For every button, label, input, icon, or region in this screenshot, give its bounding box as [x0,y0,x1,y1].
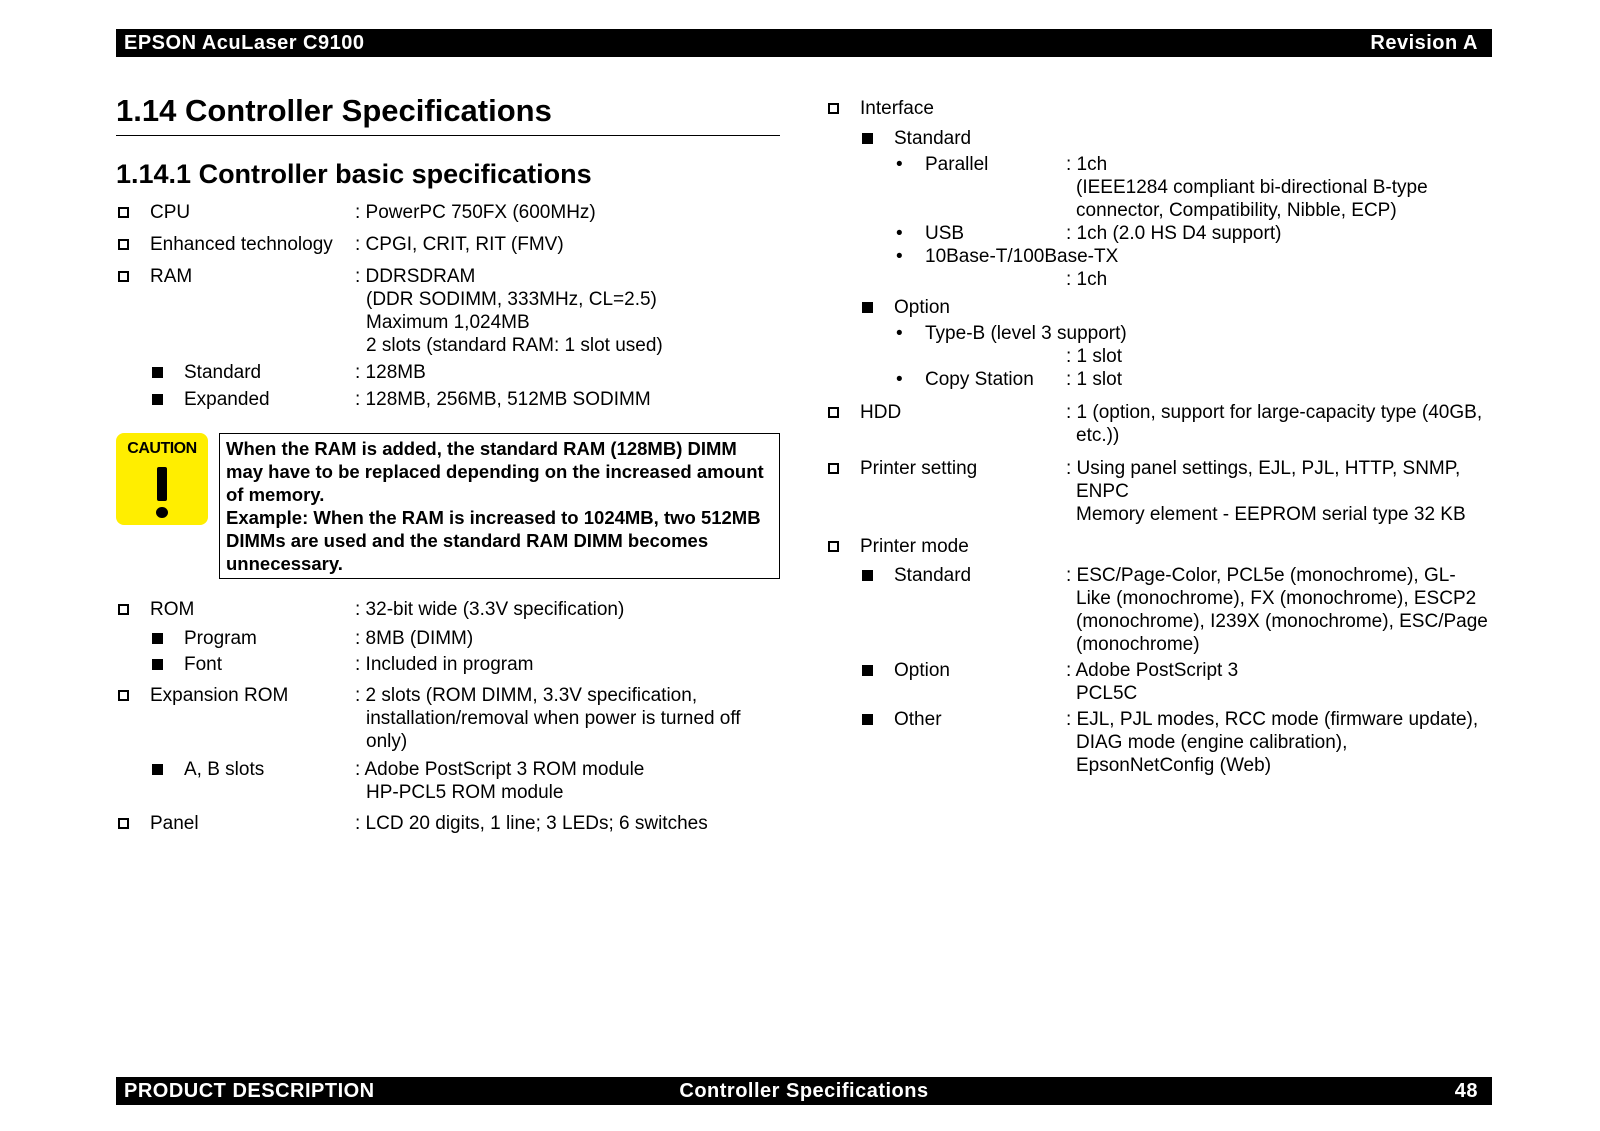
spec-value-enhanced: : CPGI, CRIT, RIT (FMV) [355,234,564,255]
header-revision: Revision A [1370,32,1478,54]
spec-value-printer-setting: ENPC [1076,481,1129,502]
header-bar [116,29,1492,57]
checkbox-bullet-icon [118,239,129,250]
spec-label-type-b: Type-B (level 3 support) [925,323,1127,344]
caution-label: CAUTION [127,440,197,457]
spec-value-ab-slots: HP-PCL5 ROM module [366,782,564,803]
spec-value-ab-slots: : Adobe PostScript 3 ROM module [355,759,645,780]
checkbox-bullet-icon [828,407,839,418]
spec-value-mode-option: : Adobe PostScript 3 [1066,660,1239,681]
spec-label-parallel: Parallel [925,154,989,175]
spec-value-mode-standard: Like (monochrome), FX (monochrome), ESCP2 [1076,588,1477,609]
spec-value-copy-station: : 1 slot [1066,369,1122,390]
header-product: EPSON AcuLaser C9100 [124,32,365,54]
checkbox-bullet-icon [828,463,839,474]
spec-value-mode-standard: : ESC/Page-Color, PCL5e (monochrome), GL- [1066,565,1456,586]
page-title: 1.14 Controller Specifications [116,92,780,136]
spec-value-mode-other: : EJL, PJL modes, RCC mode (firmware update), [1066,709,1479,730]
checkbox-bullet-icon [118,690,129,701]
spec-value-ram: : DDRSDRAM [355,266,476,287]
spec-value-rom-program: : 8MB (DIMM) [355,628,474,649]
section-title: 1.14.1 Controller basic specifications [116,159,592,189]
spec-value-rom-font: : Included in program [355,654,534,675]
square-bullet-icon [862,302,873,313]
spec-label-mode-standard: Standard [894,565,972,586]
spec-label-ram-expanded: Expanded [184,389,270,410]
exclamation-dot-icon [156,507,168,518]
spec-value-parallel: : 1ch [1066,154,1108,175]
spec-value-usb: : 1ch (2.0 HS D4 support) [1066,223,1282,244]
checkbox-bullet-icon [118,604,129,615]
square-bullet-icon [152,633,163,644]
spec-value-type-b: : 1 slot [1066,346,1122,367]
spec-value-expansion-rom: installation/removal when power is turned off [366,708,741,729]
spec-value-ethernet: : 1ch [1066,269,1108,290]
checkbox-bullet-icon [118,818,129,829]
dot-bullet-icon: • [896,323,903,344]
dot-bullet-icon: • [896,246,903,267]
square-bullet-icon [862,570,873,581]
spec-label-printer-setting: Printer setting [860,458,978,479]
spec-value-ram-standard: : 128MB [355,362,426,383]
spec-label-ethernet: 10Base-T/100Base-TX [925,246,1119,267]
checkbox-bullet-icon [118,207,129,218]
spec-value-ram: Maximum 1,024MB [366,312,530,333]
dot-bullet-icon: • [896,223,903,244]
spec-value-mode-standard: (monochrome) [1076,634,1200,655]
footer-chapter: Controller Specifications [679,1080,929,1102]
spec-label-interface-option: Option [894,297,950,318]
spec-value-printer-setting: : Using panel settings, EJL, PJL, HTTP, SNMP, [1066,458,1461,479]
spec-label-ab-slots: A, B slots [184,759,265,780]
spec-value-panel: : LCD 20 digits, 1 line; 3 LEDs; 6 switches [355,813,708,834]
spec-value-mode-standard: (monochrome), I239X (monochrome), ESC/Page [1076,611,1488,632]
spec-value-ram: 2 slots (standard RAM: 1 slot used) [366,335,663,356]
square-bullet-icon [152,764,163,775]
dot-bullet-icon: • [896,369,903,390]
square-bullet-icon [862,133,873,144]
checkbox-bullet-icon [118,271,129,282]
spec-value-hdd: : 1 (option, support for large-capacity type (40GB, [1066,402,1483,423]
spec-value-rom: : 32-bit wide (3.3V specification) [355,599,625,620]
caution-example: Example: When the RAM is increased to 1024MB, two 512MB DIMMs are used and the standard RAM DIMM becomes unnecessary. [226,507,761,574]
square-bullet-icon [152,394,163,405]
footer-section: PRODUCT DESCRIPTION [124,1080,375,1102]
checkbox-bullet-icon [828,541,839,552]
spec-value-expansion-rom: only) [366,731,408,752]
spec-label-usb: USB [925,223,965,244]
checkbox-bullet-icon [828,103,839,114]
spec-value-parallel: connector, Compatibility, Nibble, ECP) [1076,200,1397,221]
spec-value-parallel: (IEEE1284 compliant bi-directional B-type [1076,177,1428,198]
spec-label-copy-station: Copy Station [925,369,1034,390]
spec-label-mode-other: Other [894,709,942,730]
spec-label-rom: ROM [150,599,195,620]
spec-label-ram: RAM [150,266,193,287]
spec-value-mode-other: EpsonNetConfig (Web) [1076,755,1272,776]
square-bullet-icon [862,714,873,725]
spec-value-hdd: etc.)) [1076,425,1120,446]
square-bullet-icon [152,659,163,670]
caution-icon [116,433,208,525]
spec-label-mode-option: Option [894,660,950,681]
square-bullet-icon [152,367,163,378]
spec-label-cpu: CPU [150,202,191,223]
spec-label-rom-program: Program [184,628,257,649]
spec-label-expansion-rom: Expansion ROM [150,685,289,706]
spec-value-ram: (DDR SODIMM, 333MHz, CL=2.5) [366,289,657,310]
caution-note [219,433,780,579]
square-bullet-icon [862,665,873,676]
caution-text: When the RAM is added, the standard RAM (128MB) DIMM may have to be replaced depending on the increased amount of memory. [226,438,764,505]
spec-value-mode-option: PCL5C [1076,683,1138,704]
spec-label-enhanced: Enhanced technology [150,234,333,255]
footer-page-number: 48 [1454,1080,1478,1102]
spec-label-interface: Interface [860,98,934,119]
spec-label-ram-standard: Standard [184,362,262,383]
spec-value-mode-other: DIAG mode (engine calibration), [1076,732,1348,753]
spec-label-rom-font: Font [184,654,223,675]
spec-value-ram-expanded: : 128MB, 256MB, 512MB SODIMM [355,389,651,410]
spec-value-cpu: : PowerPC 750FX (600MHz) [355,202,596,223]
dot-bullet-icon: • [896,154,903,175]
spec-label-interface-standard: Standard [894,128,972,149]
spec-label-hdd: HDD [860,402,902,423]
spec-value-expansion-rom: : 2 slots (ROM DIMM, 3.3V specification, [355,685,698,706]
spec-label-printer-mode: Printer mode [860,536,969,557]
spec-label-panel: Panel [150,813,199,834]
footer-bar [116,1077,1492,1105]
exclamation-icon [157,467,167,501]
spec-value-printer-setting: Memory element - EEPROM serial type 32 KB [1076,504,1466,525]
